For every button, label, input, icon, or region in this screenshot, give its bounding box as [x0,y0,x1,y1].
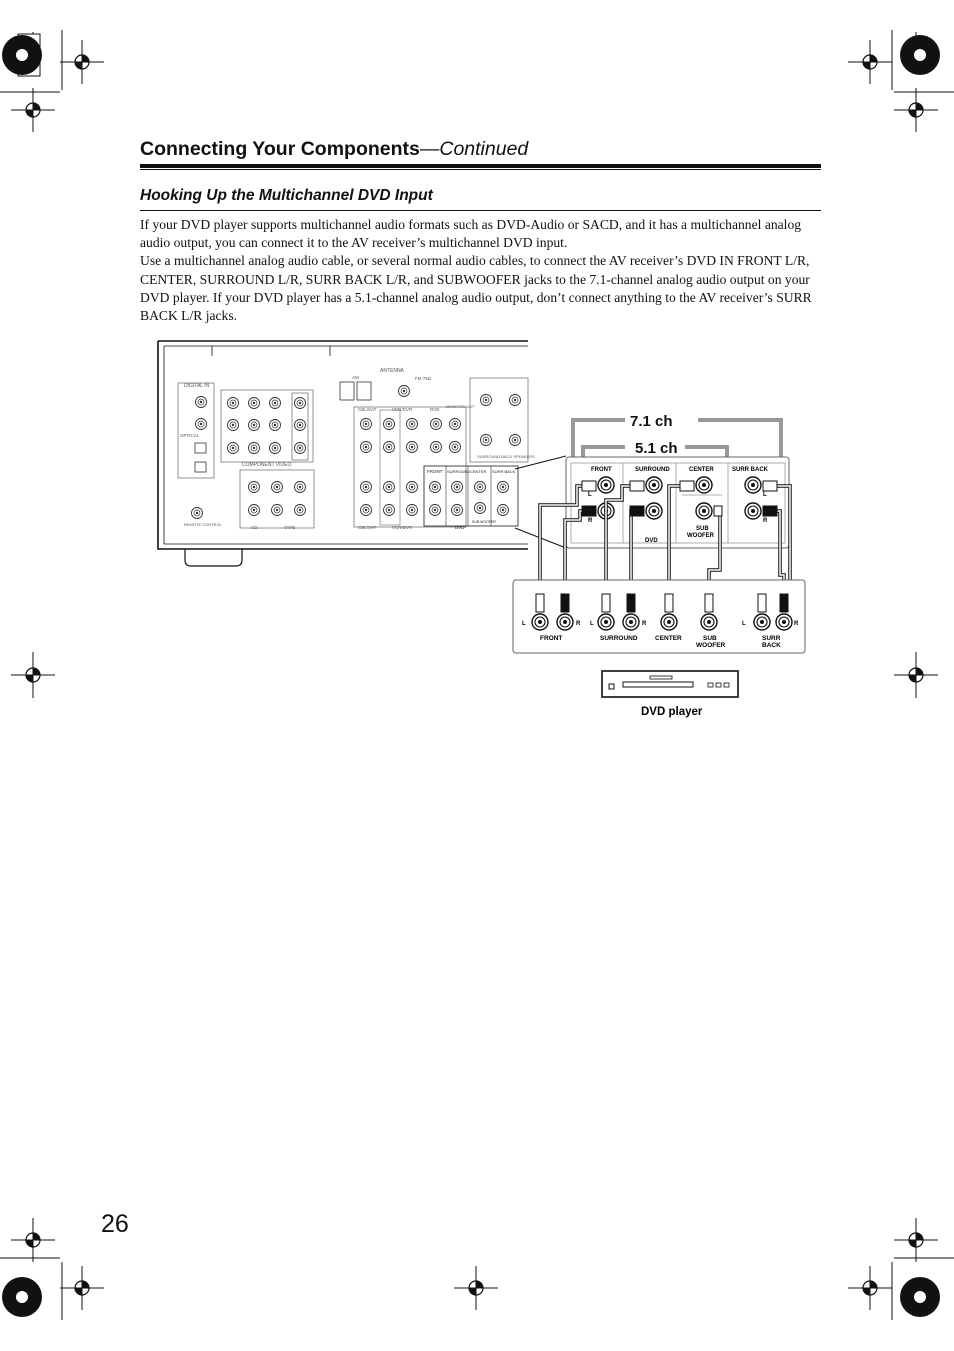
out-surrback-l: L [742,621,746,627]
cbl-sat-label-2: CBL/SAT [358,525,377,530]
zoom-surrback-r: R [763,518,768,524]
tape-label: TAPE [284,525,296,530]
optical-label: OPTICAL [180,433,200,438]
fm-label: FM 75Ω [415,376,432,381]
zoom-woofer-label: WOOFER [687,533,714,539]
vcr-dvr-label-2: VCR/DVR [392,525,413,530]
dvd-player-output-panel [513,580,805,653]
subwoofer-label-small: SUB WOOFER [472,520,496,524]
zoom-sub-label: SUB [696,526,709,532]
dvd-player-label: DVD player [641,706,703,718]
surround-input-label: SURROUND [447,469,471,474]
page-header-title [140,138,528,161]
digital-in-label: DIGITAL IN [184,383,210,389]
out-front-r: R [576,621,581,627]
out-back-label: BACK [762,642,781,649]
zoom-front-r: R [588,518,593,524]
zoom-dvd-label: DVD [645,538,658,544]
zoom-surround-label: SURROUND [635,467,670,473]
surr-back-input-label: SURR BACK [492,469,516,474]
out-front-label: FRONT [540,635,563,642]
dvd-input-label: DVD [430,407,440,412]
am-label: AM [352,375,359,380]
out-sub-label: SUB [703,635,717,642]
cd-label: CD [251,525,258,530]
zoom-surrback-l: L [763,492,767,498]
monitor-out-label: MONITOR OUT [446,404,475,409]
out-woofer-label: WOOFER [696,642,726,649]
receiver-dvd-input-zoom [566,457,789,548]
dvd-player-device [602,671,738,697]
surround-back-speakers-label: SURROUND BACK SPEAKERS [477,454,535,459]
badge-5-1-ch: 5.1 ch [635,440,678,457]
page-number: 26 [101,1210,129,1238]
remote-control-label: REMOTE CONTROL [184,522,222,527]
out-surrback-r: R [794,621,799,627]
section-title: Hooking Up the Multichannel DVD Input [140,187,433,204]
receiver-rear-panel [158,341,535,566]
out-surr-label: SURR [762,635,781,642]
body-text [140,216,824,325]
antenna-label: ANTENNA [380,368,404,374]
out-surround-r: R [642,621,647,627]
front-input-label: FRONT [427,469,443,474]
out-center-label: CENTER [655,635,682,642]
zoom-front-l: L [588,492,592,498]
paragraph-2: Use a multichannel analog audio cable, or several normal audio cables, to connect the AV receiver’s DVD IN FRONT L/R, CENTER, SURROUND L/R, SURR BACK L/R, and SUBWOOFER jacks to the 7.1-channel analog audio output on your DVD player. If your DVD player has a 5.1-channel analog audio output, don’t connect anything to the AV receiver’s SURR BACK L/R jacks. [140,253,812,324]
badge-7-1-ch: 7.1 ch [630,413,673,430]
header-rule [140,164,821,168]
component-video-label: COMPONENT VIDEO [242,462,292,468]
section-rule [140,210,821,211]
vcr-dvr-label: VCR/DVR [392,407,413,412]
out-surround-label: SURROUND [600,635,638,642]
paragraph-1: If your DVD player supports multichannel audio formats such as DVD-Audio or SACD, and it has a multichannel analog audio output, you can connect it to the AV receiver’s multichannel DVD input. [140,217,802,251]
center-input-label: CENTER [470,469,487,474]
zoom-front-label: FRONT [591,467,612,473]
dvd-label-small: DVD [455,525,465,530]
out-front-l: L [522,621,526,627]
header-rule-thin [140,169,821,170]
zoom-surr-back-label: SURR BACK [732,467,768,473]
header-continued: —Continued [419,138,529,160]
header-title-text: Connecting Your Components [140,138,420,160]
zoom-center-label: CENTER [689,467,714,473]
out-surround-l: L [590,621,594,627]
connection-diagram [150,335,830,725]
cbl-sat-label: CBL/SAT [358,407,377,412]
